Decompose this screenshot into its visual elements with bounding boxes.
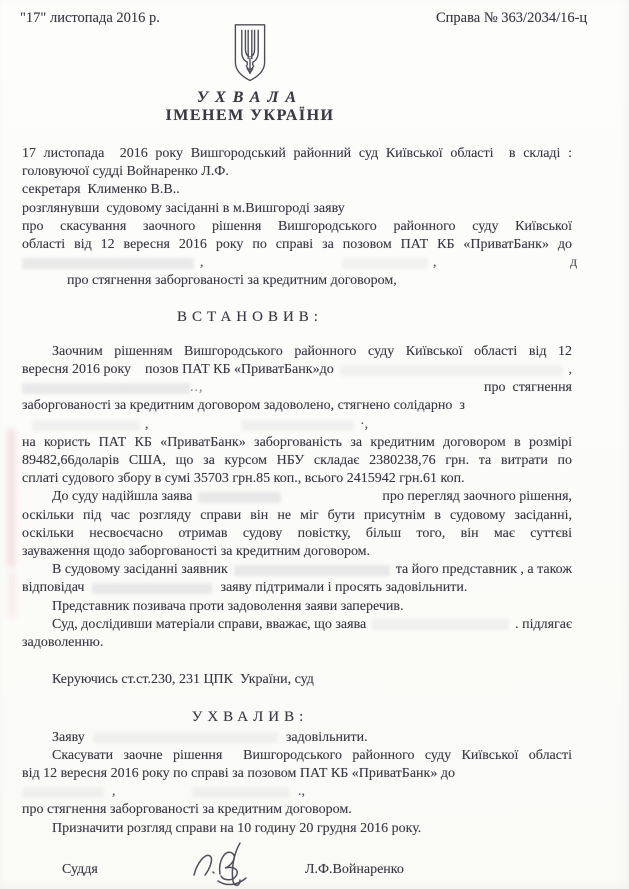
body-line-with-redaction xyxy=(22,488,572,506)
body-line: про стягнення заборгованості за кредитним договором. xyxy=(22,802,352,818)
redaction-box xyxy=(92,583,212,594)
judge-name: Л.Ф.Войнаренко xyxy=(305,861,404,877)
document-date: "17" листопада 2016 р. xyxy=(20,10,160,26)
document-body xyxy=(22,145,578,889)
scan-artifact xyxy=(9,572,15,618)
body-line: на користь ПАТ КБ «ПриватБанк» заборгованість за кредитним договором в розмірі xyxy=(22,434,572,450)
body-text: відповідач xyxy=(22,580,85,596)
redaction-box xyxy=(22,787,104,798)
section-heading-established: ВСТАНОВИВ: xyxy=(177,308,323,325)
body-text: вересня 2016 року позов ПАТ КБ «ПриватБанк»до xyxy=(22,362,334,378)
redaction-box xyxy=(22,383,190,394)
redaction-box xyxy=(32,420,140,431)
redaction-box xyxy=(192,787,290,798)
body-line-with-redaction xyxy=(22,379,572,397)
residual-mark: , xyxy=(145,416,149,432)
scan-artifact xyxy=(7,428,15,568)
body-line: Заочним рішенням Вишгородського районного суду Київської області від 12 xyxy=(52,343,572,359)
body-line-with-redaction xyxy=(22,616,572,634)
body-line: сплаті судового збору в сумі 35703 грн.85 коп., всього 2415942 грн.61 коп. xyxy=(22,471,465,487)
body-text: Суд, дослідивши матеріали справи, вважає, що заява xyxy=(52,616,367,632)
case-number: Справа № 363/2034/16-ц xyxy=(436,10,588,26)
redaction-box xyxy=(234,565,390,576)
residual-mark: д xyxy=(570,255,578,271)
residual-mark: , xyxy=(112,784,116,800)
body-text: та його представник , а також xyxy=(395,562,572,578)
body-line: задоволенню. xyxy=(22,635,104,651)
body-line: оскільки несвоєчасно отримав судову повістку, більш того, він має суттєві xyxy=(22,525,572,541)
residual-mark: , xyxy=(433,255,437,271)
redaction-box xyxy=(198,492,281,503)
body-text: про стягнення xyxy=(484,380,572,396)
ukraine-trident-emblem-icon xyxy=(229,22,271,86)
masthead xyxy=(22,22,478,125)
redaction-box xyxy=(22,258,194,269)
body-line: Керуючись ст.ст.230, 231 ЦПК України, суд xyxy=(52,672,314,688)
section-heading-ruled: УХВАЛИВ: xyxy=(191,709,309,726)
body-line-with-redaction xyxy=(22,729,572,747)
body-text: До суду надійшла заява xyxy=(52,489,193,505)
body-text: задовільнити. xyxy=(285,729,368,745)
redaction-box xyxy=(342,258,428,269)
body-text: Заяву xyxy=(52,729,85,745)
redaction-box xyxy=(242,420,354,431)
residual-mark: , xyxy=(200,255,204,271)
intro-line: 17 листопада 2016 року Вишгородський районний суд Київської області в складі : xyxy=(22,146,572,161)
body-line-with-redaction xyxy=(22,561,572,579)
body-line: Представник позивача проти задоволення заяви заперечив. xyxy=(52,598,404,614)
body-line: зауваження щодо заборгованості за кредитним договором. xyxy=(22,544,371,560)
intro-line: розглянувши судовому засіданні в м.Вишгороді заяву xyxy=(22,200,345,216)
judge-label: Суддя xyxy=(62,861,98,877)
body-line-with-redaction xyxy=(22,579,572,597)
body-line: 89482,66доларів США, що за курсом НБУ складає 2380238,76 грн. та витрати по xyxy=(22,453,572,469)
redaction-box xyxy=(372,619,509,630)
body-line: Призначити розгляд справи на 10 годину 20 грудня 2016 року. xyxy=(52,820,422,836)
redacted-line xyxy=(22,416,572,434)
residual-mark: , xyxy=(568,362,572,378)
residual-mark: ·, xyxy=(360,416,369,432)
residual-mark: .., xyxy=(190,380,204,396)
body-line: від 12 вересня 2016 року по справі за позовом ПАТ КБ «ПриватБанк» до xyxy=(22,766,455,782)
intro-line: головуючої судді Войнаренко Л.Ф. xyxy=(22,164,229,180)
redaction-box xyxy=(340,365,563,376)
body-line: оскільки під час розгляду справи він не міг бути присутнім в судовому засіданні, xyxy=(22,507,572,523)
body-line-with-redaction xyxy=(22,361,572,379)
body-text: В судовому засіданні заявник xyxy=(52,562,228,578)
document-title: УХВАЛА xyxy=(196,89,304,106)
intro-line: про скасування заочного рішення Вишгородського районного суду Київської xyxy=(22,218,572,234)
body-text: . підлягає xyxy=(515,616,572,632)
residual-mark: ., xyxy=(298,784,305,800)
redaction-box xyxy=(93,732,278,743)
body-text: заяву підтримали і просять задовільнити. xyxy=(220,580,468,596)
body-text: про перегляд заочного рішення, xyxy=(382,489,573,505)
redacted-line xyxy=(22,783,572,801)
signature-row xyxy=(22,851,572,889)
body-line: Скасувати заочне рішення Вишгородського районного суду Київської області xyxy=(52,747,572,763)
judge-signature-icon xyxy=(182,837,272,889)
document-subtitle: ІМЕНЕМ УКРАЇНИ xyxy=(165,107,335,124)
intro-line: секретаря Клименко В.В.. xyxy=(22,182,180,198)
intro-line: про стягнення заборгованості за кредитним договором, xyxy=(67,273,397,289)
intro-line: області від 12 вересня 2016 року по справі за позовом ПАТ КБ «ПриватБанк» до xyxy=(22,237,572,253)
body-line: заборгованості за кредитним договором задоволено, стягнено солідарно з xyxy=(22,398,465,414)
redacted-line xyxy=(22,254,578,272)
